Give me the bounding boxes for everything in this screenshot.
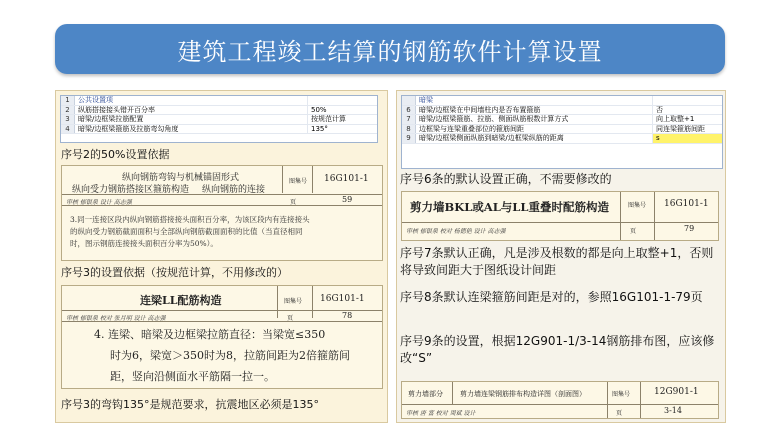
atlas-number: 16G101-1 — [324, 174, 369, 184]
scan-title: 剪力墙BKL或AL与LL重叠时配筋构造 — [410, 200, 609, 214]
grid-row-number: 7 — [402, 115, 416, 124]
scan-title: 纵向受力钢筋搭接区箍筋构造 — [72, 185, 190, 195]
grid-header-label: 暗梁 — [419, 96, 433, 104]
atlas-label: 图集号 — [628, 202, 647, 209]
grid-row-value[interactable]: 向上取整+1 — [652, 115, 722, 124]
atlas-label: 图集号 — [289, 178, 308, 185]
settings-grid-right — [401, 95, 723, 169]
grid-header-row[interactable] — [402, 96, 722, 106]
grid-header-label: 公共设置项 — [78, 96, 113, 104]
scan-part: 剪力墙部分 — [408, 390, 443, 398]
grid-row-value[interactable]: s — [652, 134, 722, 143]
scan-title: 剪力墙连梁钢筋排布构造详图（剖面图） — [460, 390, 586, 398]
grid-row-name: 暗梁/边框梁拉筋配置 — [78, 115, 144, 123]
caption-7: 序号7条默认正确，凡是涉及根数的都是向上取整+1，否则将导致间距大于图纸设计间距 — [400, 246, 714, 277]
grid-row-name: 暗梁/边框梁箍筋、拉筋、侧面纵筋根数计算方式 — [419, 115, 569, 123]
grid-row-value[interactable]: 135° — [307, 125, 377, 134]
page-title: 建筑工程竣工结算的钢筋软件计算设置 — [177, 37, 603, 66]
grid-row-name: 暗梁/边框梁在中间墙柱内是否布置箍筋 — [419, 105, 541, 114]
grid-row-value[interactable]: 同连梁箍筋间距 — [652, 125, 722, 134]
spec-scan-2 — [61, 285, 383, 389]
atlas-number: 12G901-1 — [654, 387, 699, 397]
grid-row-name: 纵筋搭接接头错开百分率 — [78, 105, 155, 114]
grid-row-number: 1 — [61, 96, 75, 105]
grid-row[interactable] — [402, 125, 722, 135]
page-number: 3-14 — [664, 406, 682, 415]
grid-row[interactable] — [61, 115, 377, 125]
page-number: 79 — [684, 224, 695, 233]
note-line: 距，竖向沿侧面水平筋隔一拉一。 — [110, 370, 275, 383]
caption-1: 序号2的50%设置依据 — [61, 148, 170, 161]
spec-scan-4 — [401, 381, 719, 419]
settings-grid-left — [60, 95, 378, 143]
scan-title: 纵向钢筋弯钩与机械锚固形式 — [122, 173, 240, 183]
signature-row: 审核 唐 富 校对 周斌 设计 — [406, 410, 476, 417]
scan-title: 纵向钢筋的连接 — [202, 185, 266, 195]
grid-row-number — [402, 96, 416, 105]
grid-row-value[interactable]: 否 — [652, 106, 722, 115]
caption-9: 序号9条的设置，根据12G901-1/3-14钢筋排布图，应该修改“S” — [400, 334, 715, 365]
right-panel — [396, 90, 726, 423]
grid-row-value[interactable]: 按规范计算 — [307, 115, 377, 124]
grid-row-number: 9 — [402, 134, 416, 143]
caption-3: 序号3的弯钩135°是规范要求，抗震地区必须是135° — [61, 398, 319, 411]
page-label: 页 — [287, 315, 294, 322]
caption-8: 序号8条默认连梁箍筋间距是对的，参照16G101-1-79页 — [400, 290, 703, 304]
signature-row: 审核 郁银泉 校对 杨德艳 设计 高志强 — [406, 228, 506, 235]
grid-row-name: 边框梁与连梁重叠部位的箍筋间距 — [419, 124, 524, 133]
grid-row[interactable] — [61, 106, 377, 116]
note-line: 的纵向受力钢筋截面面积与全部纵向钢筋截面面积的比值（当直径相同 — [70, 227, 303, 236]
atlas-number: 16G101-1 — [320, 294, 365, 304]
grid-row-number: 8 — [402, 125, 416, 134]
grid-row[interactable] — [402, 115, 722, 125]
grid-row-number: 3 — [61, 115, 75, 124]
page-number: 78 — [342, 311, 353, 320]
grid-row-number: 2 — [61, 106, 75, 115]
grid-row[interactable] — [402, 106, 722, 116]
signature-row: 审核 郁银泉 设计 高志强 — [66, 199, 132, 206]
grid-row[interactable] — [402, 134, 722, 144]
page-label: 页 — [616, 410, 623, 417]
grid-row-number: 6 — [402, 106, 416, 115]
spec-scan-3 — [401, 191, 719, 241]
atlas-label: 图集号 — [284, 298, 303, 305]
spec-scan-1 — [61, 165, 383, 261]
atlas-label: 图集号 — [612, 391, 631, 398]
grid-row[interactable] — [61, 125, 377, 135]
page-label: 页 — [290, 199, 297, 206]
note-line: 4. 连梁、暗梁及边框梁拉筋直径：当梁宽≤350 — [94, 328, 326, 341]
page-number: 59 — [342, 195, 353, 204]
note-line: 3.同一连接区段内纵向钢筋搭接接头面积百分率，为该区段内有连接接头 — [70, 215, 310, 224]
grid-row-value[interactable]: 50% — [307, 106, 377, 115]
note-line: 时，图示钢筋连接接头面积百分率为50%）。 — [70, 239, 218, 248]
caption-2: 序号3的设置依据（按规范计算，不用修改的） — [61, 266, 288, 279]
scan-title: 连梁LL配筋构造 — [140, 294, 222, 307]
left-panel — [55, 90, 388, 423]
atlas-number: 16G101-1 — [664, 199, 709, 209]
grid-row-name: 暗梁/边框梁侧面纵筋到暗梁/边框梁纵筋的距离 — [419, 134, 564, 142]
grid-row-name: 暗梁/边框梁箍筋及拉筋弯勾角度 — [78, 124, 179, 133]
grid-header-row[interactable] — [61, 96, 377, 106]
title-banner — [55, 24, 725, 74]
note-line: 时为6，梁宽＞350时为8，拉筋间距为2倍箍筋间 — [110, 349, 350, 362]
page-label: 页 — [630, 228, 637, 235]
signature-row: 审核 郁银泉 校对 张月明 设计 高志强 — [66, 315, 166, 322]
caption-6: 序号6条的默认设置正确，不需要修改的 — [400, 172, 612, 186]
grid-row-number: 4 — [61, 125, 75, 134]
